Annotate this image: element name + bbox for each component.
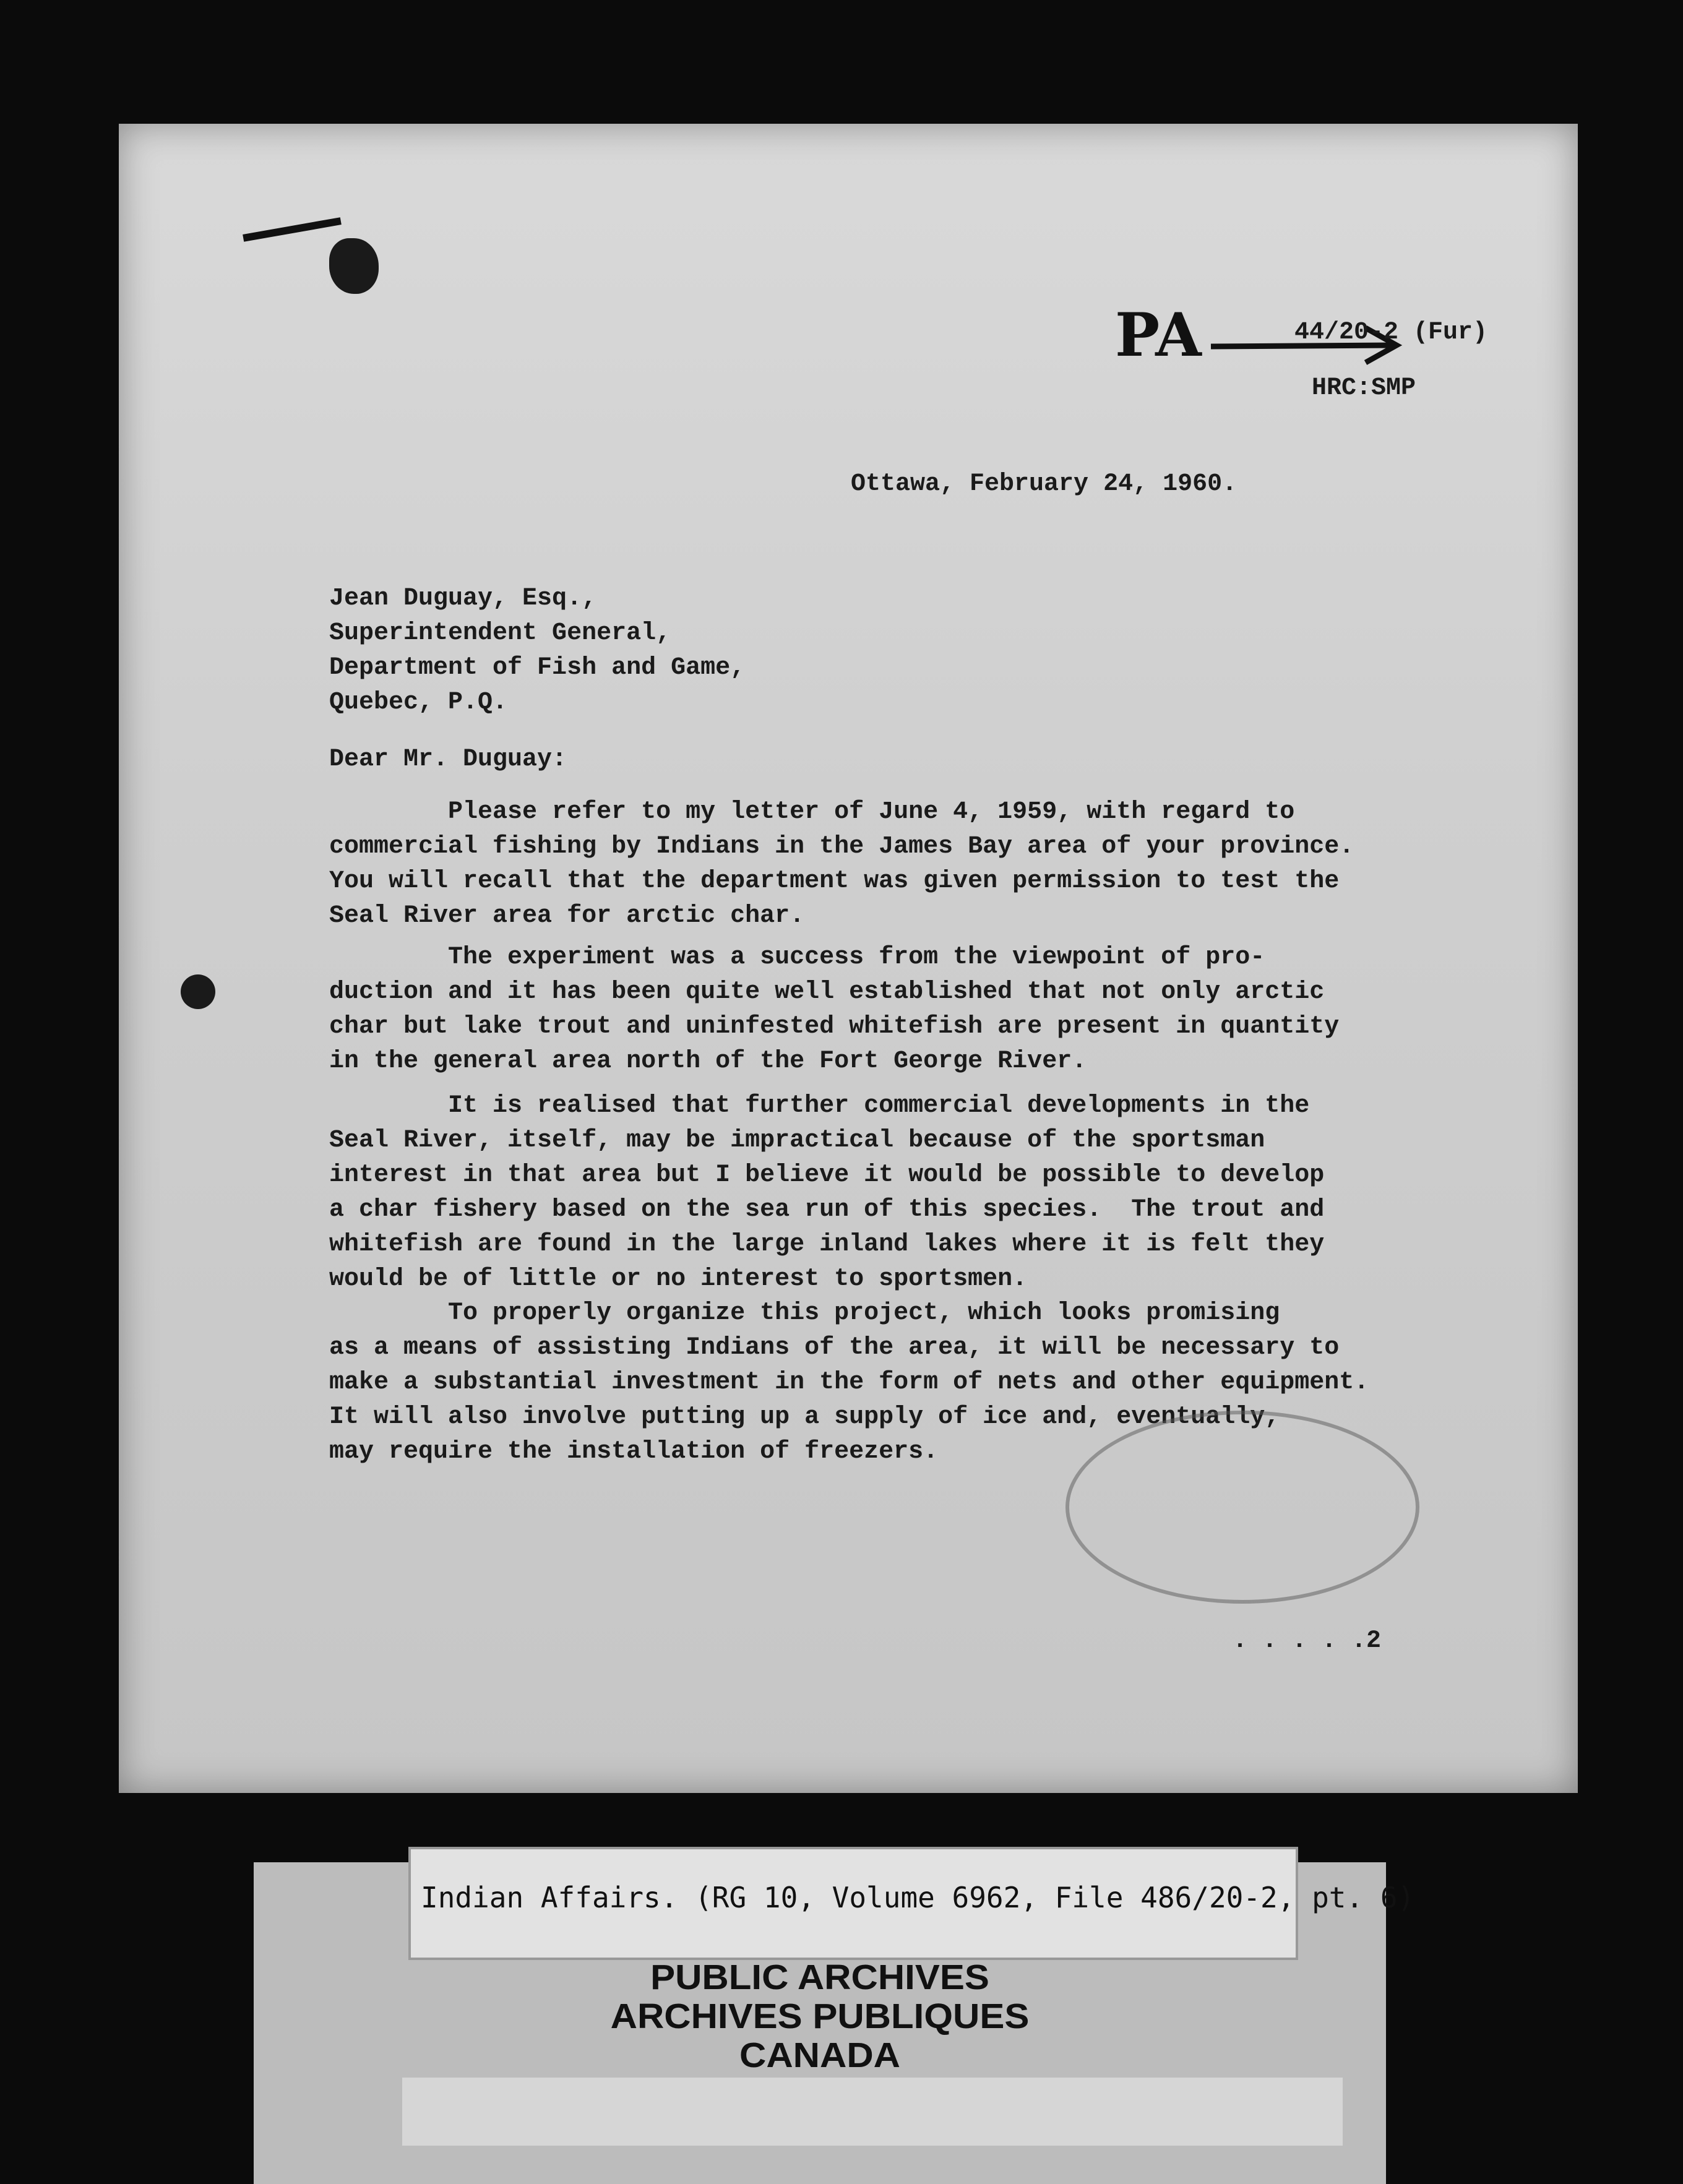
text-line: To properly organize this project, which looks promising <box>329 1299 1280 1327</box>
paragraph-3 <box>329 1089 1443 1297</box>
text-line: Please refer to my letter of June 4, 1959, with regard to <box>329 798 1295 826</box>
typist-initials: HRC:SMP <box>1312 374 1416 402</box>
page-continuation: . . . . .2 <box>1233 1627 1382 1655</box>
received-stamp <box>1065 1411 1419 1604</box>
file-reference: 44/20-2 (Fur) <box>1294 319 1488 346</box>
text-line: It will also involve putting up a supply of ice and, eventually, <box>329 1403 1280 1431</box>
punch-hole <box>181 974 215 1009</box>
recipient-line: Superintendent General, <box>329 619 671 647</box>
paragraph-2 <box>329 940 1443 1079</box>
text-line: duction and it has been quite well established that not only arctic <box>329 978 1325 1006</box>
recipient-line: Quebec, P.Q. <box>329 689 508 716</box>
text-line: may require the installation of freezers. <box>329 1438 939 1466</box>
text-line: Seal River area for arctic char. <box>329 902 805 930</box>
text-line: whitefish are found in the large inland lakes where it is felt they <box>329 1231 1325 1258</box>
bottom-label-strip <box>402 2078 1343 2146</box>
text-line: The experiment was a success from the viewpoint of pro- <box>329 944 1265 971</box>
text-line: It is realised that further commercial developments in the <box>329 1092 1310 1120</box>
text-line: would be of little or no interest to sportsmen. <box>329 1265 1028 1293</box>
text-line: commercial fishing by Indians in the James Bay area of your province. <box>329 833 1354 861</box>
text-line: make a substantial investment in the form of nets and other equipment. <box>329 1369 1369 1396</box>
text-line: a char fishery based on the sea run of this species. The trout and <box>329 1196 1325 1224</box>
text-line: in the general area north of the Fort George River. <box>329 1047 1087 1075</box>
text-line: interest in that area but I believe it would be possible to develop <box>329 1161 1325 1189</box>
punch-hole <box>329 238 379 294</box>
archive-reference: Indian Affairs. (RG 10, Volume 6962, File 486/20-2, pt. 6) <box>421 1881 1415 1914</box>
text-line: Seal River, itself, may be impractical because of the sportsman <box>329 1127 1265 1154</box>
recipient-block <box>329 582 1443 720</box>
dateline: Ottawa, February 24, 1960. <box>851 470 1238 498</box>
recipient-line: Jean Duguay, Esq., <box>329 585 597 613</box>
text-line: char but lake trout and uninfested whitefish are present in quantity <box>329 1013 1340 1041</box>
archive-name-line: CANADA <box>739 2035 900 2075</box>
paragraph-1 <box>329 795 1443 934</box>
text-line: You will recall that the department was given permission to test the <box>329 867 1340 895</box>
salutation: Dear Mr. Duguay: <box>329 746 567 773</box>
letter-page <box>119 124 1578 1793</box>
text-line: as a means of assisting Indians of the area, it will be necessary to <box>329 1334 1340 1362</box>
archive-name-line: ARCHIVES PUBLIQUES <box>610 1996 1030 2036</box>
punch-mark <box>243 217 342 242</box>
handwritten-initials: PA <box>1115 300 1202 370</box>
recipient-line: Department of Fish and Game, <box>329 654 746 682</box>
archive-name-line: PUBLIC ARCHIVES <box>650 1957 989 1997</box>
